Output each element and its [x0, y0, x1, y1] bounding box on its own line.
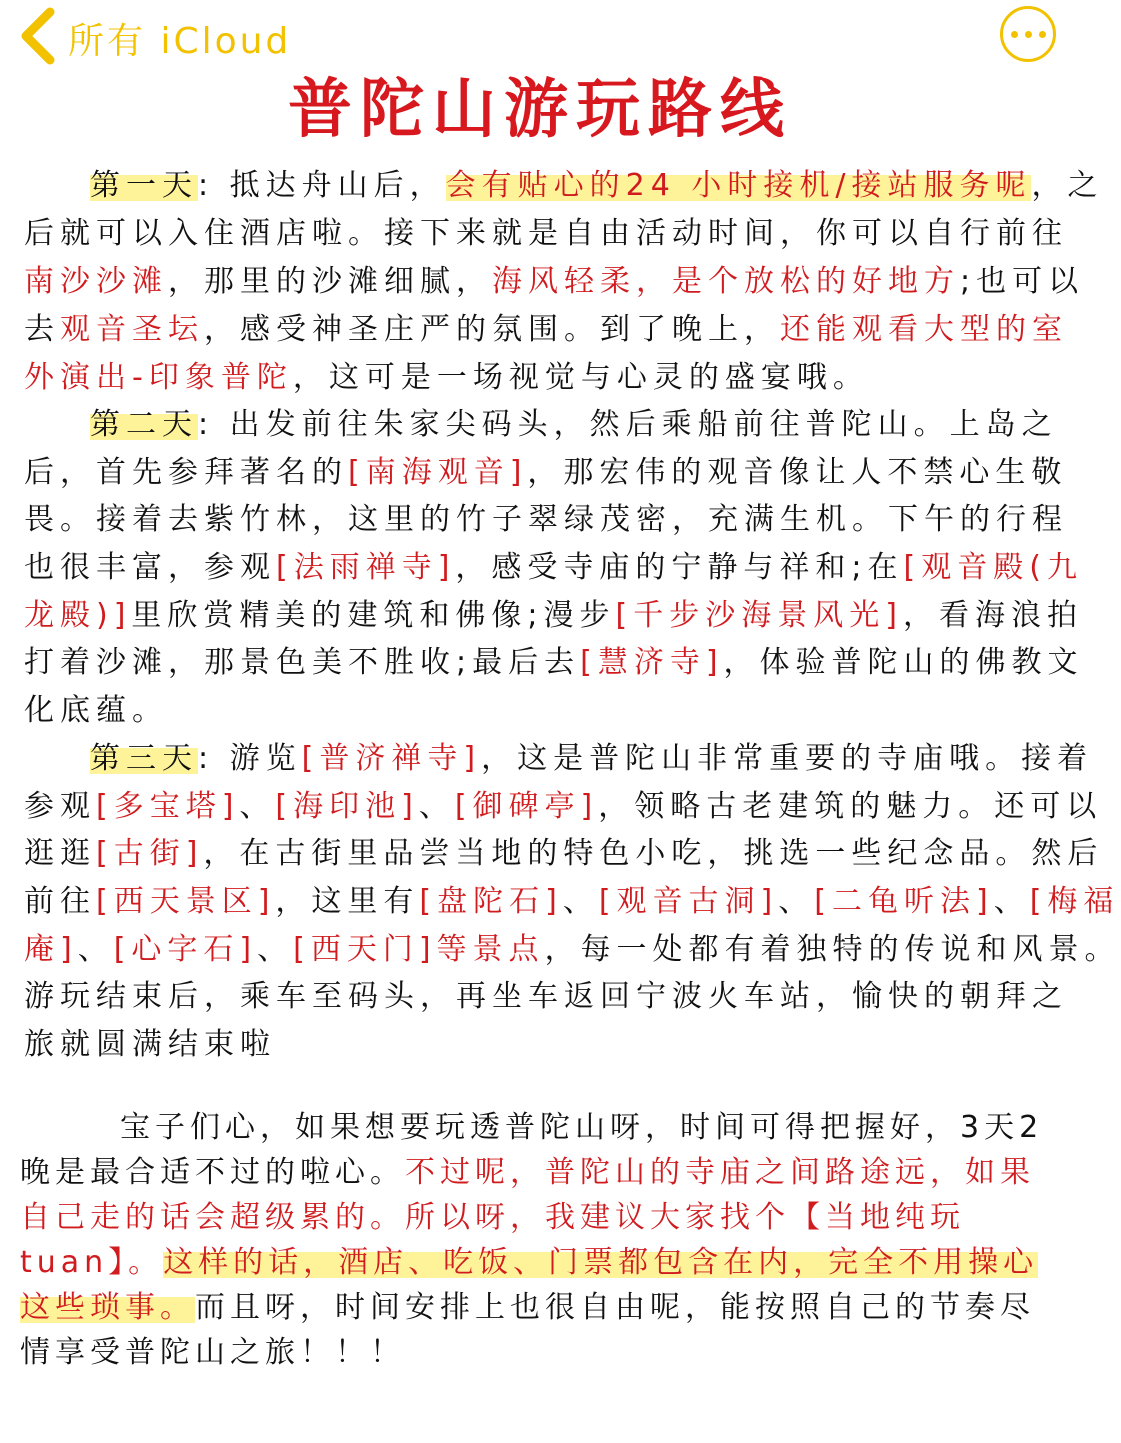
red-text: 南沙沙滩	[24, 264, 168, 299]
text: 化底蕴。	[24, 693, 168, 729]
text-line	[0, 162, 1104, 210]
red-text: 不过呢，普陀山的寺庙之间路途远，如果	[405, 1155, 1035, 1190]
red-text: [南海观音]	[348, 454, 528, 490]
text-line	[0, 306, 1080, 354]
text: : 游览	[198, 741, 302, 776]
text: 而且呀，时间安排上也很自由呢，能按照自己的节奏尽	[195, 1290, 1035, 1325]
red-text: 龙殿)]	[24, 597, 132, 633]
red-text: 自己走的话会超级累的。所以呀，我建议大家找个【当地纯玩	[20, 1200, 965, 1235]
red-text: [御碑亭]	[454, 788, 599, 824]
text: ，这可是一场视觉与心灵的盛宴哦。	[292, 360, 869, 395]
text-line	[0, 735, 1094, 783]
red-text: 海风轻柔，是个放松的好地方	[492, 264, 960, 299]
red-text: 观音圣坛	[60, 312, 204, 347]
text: ，领略古老建筑的魅力。还可以	[598, 788, 1103, 824]
text-line	[0, 878, 1120, 926]
text-line	[0, 496, 1080, 544]
text-line	[0, 783, 1103, 831]
text: ，这是普陀山非常重要的寺庙哦。接着	[481, 741, 1094, 776]
red-text: 庵]	[24, 931, 78, 967]
text-line	[0, 592, 1083, 640]
text: 打着沙滩，那景色美不胜收;最后去	[24, 645, 581, 681]
note-title: 普陀山游玩路线	[288, 73, 792, 147]
text: 晚是最合适不过的啦心。	[20, 1155, 405, 1190]
paragraph-summary	[0, 1105, 1080, 1375]
text-line	[0, 354, 1080, 402]
red-text: [普济禅寺]	[301, 741, 482, 776]
text: ，之	[1031, 168, 1104, 203]
text: ;也可以	[960, 264, 1085, 299]
red-text: [观音古洞]	[598, 884, 779, 920]
red-text: [海印池]	[275, 788, 419, 824]
text: ，看海浪拍	[902, 597, 1083, 633]
text: 也很丰富，参观	[24, 550, 276, 586]
text-line	[0, 1240, 1080, 1285]
text: ，那里的沙滩细腻，	[168, 264, 492, 299]
red-text: [梅福	[1029, 884, 1120, 920]
text-line	[0, 1105, 1080, 1150]
text: 旅就圆满结束啦	[24, 1027, 276, 1063]
text: 去	[24, 312, 60, 347]
text-line	[0, 973, 1080, 1021]
ellipsis-circle-icon	[1011, 31, 1018, 38]
text: ，感受寺庙的宁静与祥和;在	[455, 550, 904, 586]
text-line	[0, 401, 1080, 449]
text-line	[0, 544, 1083, 592]
text: 逛逛	[24, 836, 96, 872]
text-line	[0, 1195, 1080, 1240]
text: ，每一处都有着独特的传说和风景。	[544, 931, 1121, 967]
back-label: 所有 iCloud	[68, 20, 292, 62]
highlighted-text: 第二天	[90, 407, 198, 442]
text: ，这里有	[275, 884, 420, 920]
paragraph-day-one	[0, 162, 1104, 402]
red-text: [二龟听法]	[814, 884, 994, 920]
paragraph-day-three	[0, 735, 1121, 1069]
text: 里欣赏精美的建筑和佛像;漫步	[131, 597, 616, 633]
red-text: tuan】。	[20, 1245, 164, 1280]
text: ，在古街里品尝当地的特色小吃，挑选一些纪念品。然后	[203, 836, 1104, 872]
text: 参观	[24, 788, 96, 824]
text: 、	[562, 884, 599, 920]
text: 后，首先参拜著名的	[24, 454, 348, 490]
text: ，那宏伟的观音像让人不禁心生敬	[527, 454, 1068, 490]
text: 、	[257, 931, 294, 967]
red-text: [古街]	[96, 836, 204, 872]
text-line	[0, 210, 1080, 258]
red-text: [观音殿(九	[903, 550, 1083, 586]
text: : 出发前往朱家尖码头，然后乘船前往普陀山。上岛之	[198, 407, 1058, 442]
highlighted-text: 第三天	[90, 741, 198, 776]
text-line	[0, 830, 1104, 878]
text: 、	[993, 884, 1030, 920]
text-line	[0, 1021, 1080, 1069]
text-line	[0, 1330, 1080, 1375]
text: 游玩结束后，乘车至码头，再坐车返回宁波火车站，愉快的朝拜之	[24, 979, 1068, 1015]
text: 情享受普陀山之旅！！！	[20, 1335, 405, 1370]
text-line	[0, 687, 1080, 735]
text: : 抵达舟山后，	[198, 168, 446, 203]
red-text: [多宝塔]	[96, 788, 240, 824]
red-text: [法雨禅寺]	[276, 550, 456, 586]
red-text: [盘陀石]	[419, 884, 563, 920]
more-button[interactable]	[1000, 6, 1056, 62]
text: 宝子们心，如果想要玩透普陀山呀，时间可得把握好，3天2	[120, 1110, 1044, 1145]
highlighted-text: 会有贴心的24 小时接机/接站服务呢	[445, 168, 1032, 203]
text: 、	[778, 884, 815, 920]
text-line	[0, 1150, 1080, 1195]
paragraph-day-two	[0, 401, 1084, 735]
text: 后就可以入住酒店啦。接下来就是自由活动时间，你可以自行前往	[24, 216, 1068, 251]
text-line	[0, 1285, 1080, 1330]
red-text: 外演出-印象普陀	[24, 360, 293, 395]
red-text: [西天景区]	[96, 884, 276, 920]
red-text: [心字石]	[113, 931, 258, 967]
text: 、	[77, 931, 114, 967]
text-line	[0, 926, 1121, 974]
red-text: [慧济寺]	[580, 645, 724, 681]
text: 、	[418, 788, 455, 824]
text: ，体验普陀山的佛教文	[723, 645, 1084, 681]
highlighted-text: 这些琐事。	[20, 1290, 195, 1325]
text-line	[0, 639, 1084, 687]
text: 前往	[24, 884, 96, 920]
red-text: [千步沙海景风光]	[615, 597, 903, 633]
highlighted-text: 第一天	[90, 168, 198, 203]
text: ，感受神圣庄严的氛围。到了晚上，	[204, 312, 780, 347]
red-text: 还能观看大型的室	[780, 312, 1068, 347]
highlighted-text: 这样的话，酒店、吃饭、门票都包含在内，完全不用操心	[163, 1245, 1039, 1280]
text: 、	[239, 788, 276, 824]
text-line	[0, 449, 1080, 497]
red-text: [西天门]等景点	[293, 931, 545, 967]
text-line	[0, 258, 1085, 306]
text: 畏。接着去紫竹林，这里的竹子翠绿茂密，充满生机。下午的行程	[24, 502, 1068, 538]
